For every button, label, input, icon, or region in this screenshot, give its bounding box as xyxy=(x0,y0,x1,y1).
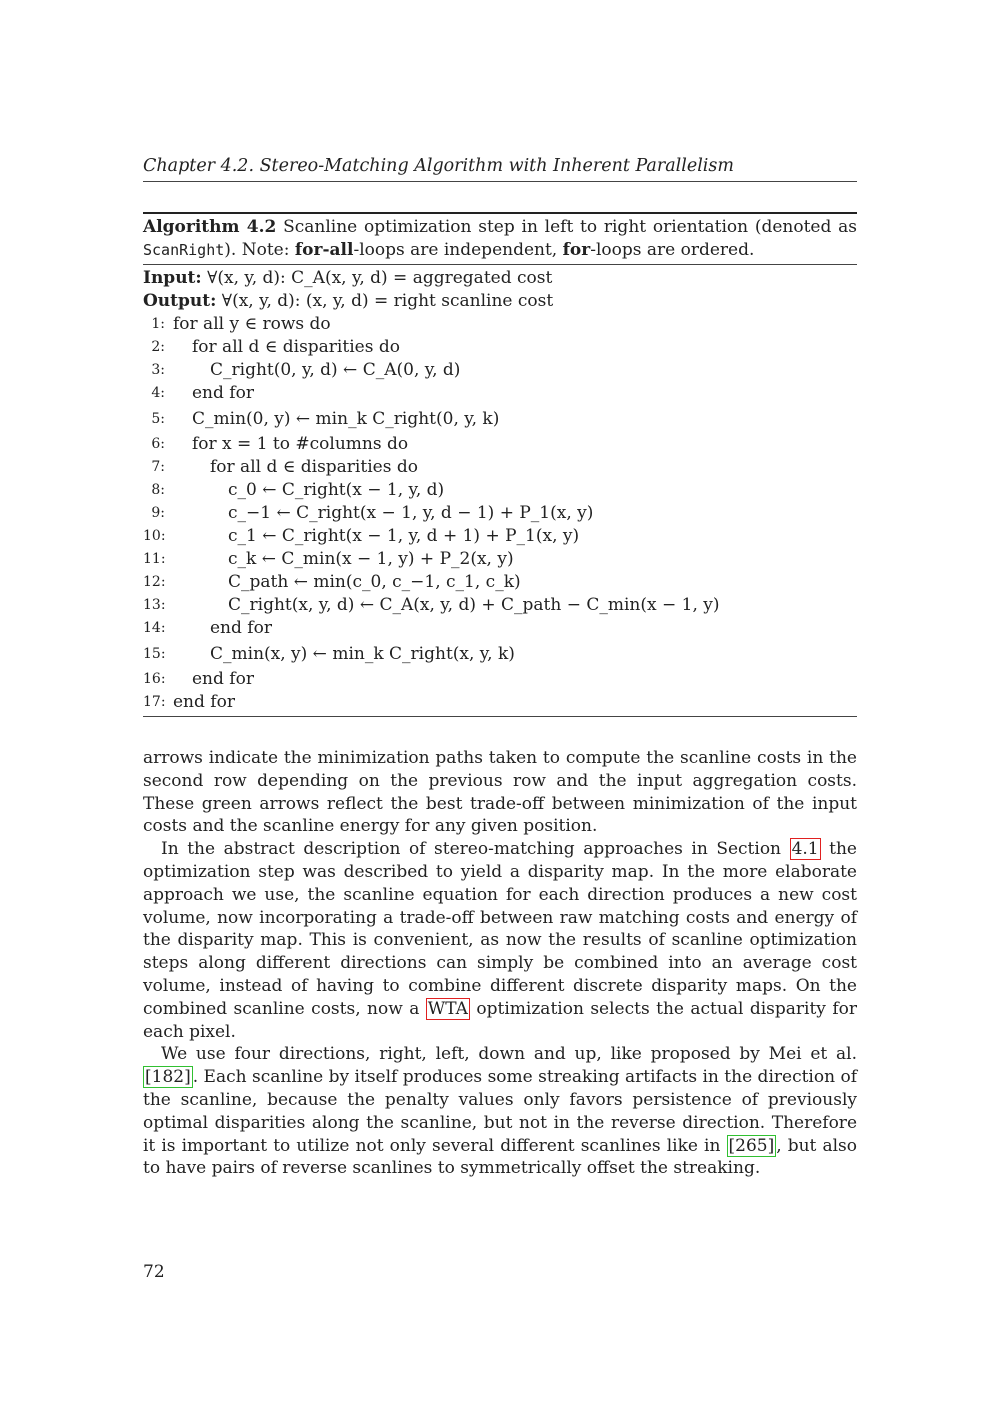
scanright-code: ScanRight xyxy=(143,241,225,259)
algorithm-line: 3: C_right(0, y, d) ← C_A(0, y, d) xyxy=(151,360,461,380)
algorithm-line: 15: C_min(x, y) ← min_k C_right(x, y, k) xyxy=(143,644,515,664)
algorithm-input: Input: ∀(x, y, d): C_A(x, y, d) = aggregated cost xyxy=(143,268,553,288)
algorithm-label: Algorithm 4.2 xyxy=(143,217,277,237)
algorithm-body xyxy=(143,265,857,717)
algorithm-line: 13: C_right(x, y, d) ← C_A(x, y, d) + C_path − C_min(x − 1, y) xyxy=(143,595,720,615)
citation-link[interactable]: [182] xyxy=(145,1067,191,1088)
algorithm-line: 7: for all d ∈ disparities do xyxy=(151,457,418,477)
algorithm-line: 10: c_1 ← C_right(x − 1, y, d + 1) + P_1(x, y) xyxy=(143,526,580,546)
paragraph: In the abstract description of stereo-matching approaches in Section 4.1 the optimization step was described to yield a disparity map. In the more elaborate approach we use, the scanline equation for each direction produces a new cost volume, now incorporating a trade-off between raw matching costs and energy of the disparity map. This is convenient, as now the results of scanline optimization steps along different directions can simply be combined into an average cost volume, instead of having to combine different discrete disparity maps. On the combined scanline costs, now a WTA optimization selects the actual disparity for each pixel. xyxy=(143,839,857,1042)
algorithm-line: 16: end for xyxy=(143,669,254,689)
algorithm-line: 11: c_k ← C_min(x − 1, y) + P_2(x, y) xyxy=(143,549,514,569)
algorithm-line: 1: for all y ∈ rows do xyxy=(151,314,331,334)
paragraph: arrows indicate the minimization paths taken to compute the scanline costs in the second row depending on the previous row and the input aggregation costs. These green arrows reflect the best trade-off between minimization of the input costs and the scanline energy for any given position. xyxy=(143,748,857,837)
section-link[interactable]: 4.1 xyxy=(791,839,819,860)
algorithm-caption: Algorithm 4.2 Scanline optimization step in left to right orientation (denoted as ScanRight). Note: for-all-loops are independent, for-loops are ordered. xyxy=(143,214,857,265)
algorithm-line: 14: end for xyxy=(143,618,272,638)
algorithm-line: 12: C_path ← min(c_0, c_−1, c_1, c_k) xyxy=(143,572,521,592)
body-text xyxy=(143,747,857,1180)
algorithm-line: 4: end for xyxy=(151,383,254,403)
algorithm-line: 2: for all d ∈ disparities do xyxy=(151,337,400,357)
glossary-link-wta[interactable]: WTA xyxy=(427,998,468,1019)
page-number: 72 xyxy=(143,1262,165,1282)
algorithm-line: 5: C_min(0, y) ← min_k C_right(0, y, k) xyxy=(151,409,500,429)
algorithm-line: 6: for x = 1 to #columns do xyxy=(151,434,409,454)
paragraph: We use four directions, right, left, down and up, like proposed by Mei et al. [182] . Each scanline by itself produces some streaking artifacts in the direction of the scanline, because the penalty values only favors persistence of previously optimal disparities along the scanline, but not in the reverse direction. Therefore it is important to utilize not only several different scanlines like in [265] , but also to have pairs of reverse scanlines to symmetrically offset the streaking. xyxy=(143,1044,857,1179)
algorithm-box xyxy=(143,212,857,717)
citation-link[interactable]: [265] xyxy=(728,1135,775,1156)
running-head: Chapter 4.2. Stereo-Matching Algorithm with Inherent Parallelism xyxy=(143,154,857,182)
algorithm-line: 8: c_0 ← C_right(x − 1, y, d) xyxy=(151,480,445,500)
algorithm-line: 9: c_−1 ← C_right(x − 1, y, d − 1) + P_1(x, y) xyxy=(151,503,594,523)
algorithm-line: 17: end for xyxy=(143,692,235,712)
algorithm-output: Output: ∀(x, y, d): (x, y, d) = right scanline cost xyxy=(143,291,554,311)
